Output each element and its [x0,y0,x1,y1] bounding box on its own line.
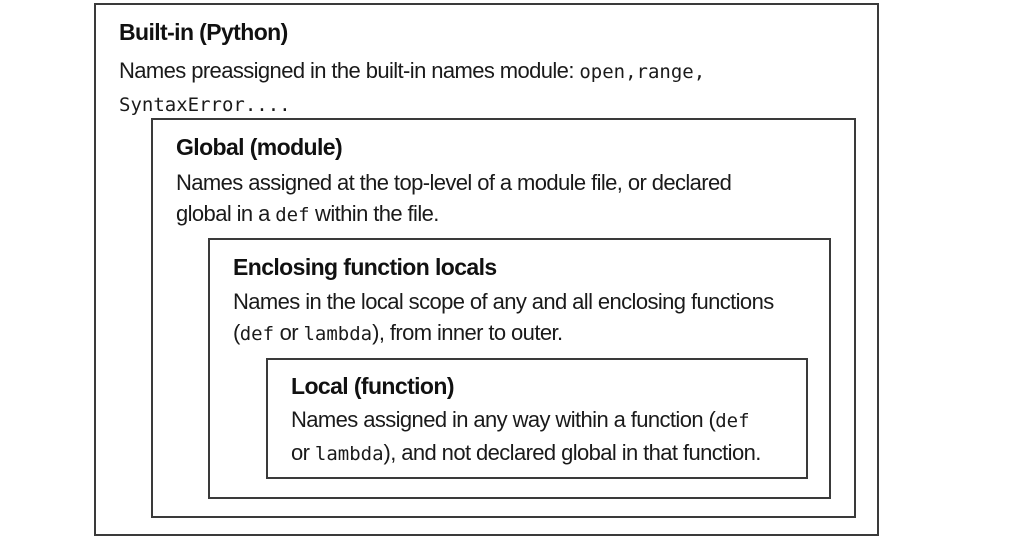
enclosing-scope-box [208,238,831,499]
local-desc-text: Names assigned in any way within a function ( [291,407,716,432]
global-desc-pre: global in a [176,201,276,226]
builtin-examples-code: open,range, [579,61,706,83]
enclosing-paren-open: ( [233,320,240,345]
builtin-scope-description [119,55,705,121]
lambda-keyword-code: lambda [314,443,384,465]
enclosing-scope-description [233,286,774,350]
local-desc-line-2 [291,437,761,470]
local-desc-pre: or [291,440,315,465]
local-scope-title: Local (function) [291,373,454,399]
builtin-scope-box [94,3,879,536]
builtin-desc-line-2 [119,88,705,121]
global-scope-box [151,118,856,518]
def-keyword-code: def [239,323,275,345]
def-keyword-code: def [715,410,750,432]
enclosing-desc-line-1: Names in the local scope of any and all enclosing functions [233,289,774,314]
local-scope-box [266,358,808,479]
global-desc-line-1: Names assigned at the top-level of a module file, or declared [176,170,732,195]
global-scope-title: Global (module) [176,134,343,160]
builtin-syntaxerror-code: SyntaxError.... [119,94,291,116]
def-keyword-code: def [275,204,310,226]
builtin-desc-line-1 [119,55,705,88]
global-desc-line-2 [176,198,731,231]
enclosing-scope-title: Enclosing function locals [233,254,497,280]
enclosing-desc-mid: or [274,320,304,345]
builtin-scope-title: Built-in (Python) [119,19,288,45]
builtin-desc-text: Names preassigned in the built-in names module: [119,58,580,83]
global-scope-description [176,167,731,231]
local-scope-description [291,404,761,470]
lambda-keyword-code: lambda [303,323,373,345]
enclosing-desc-line-2 [233,317,774,350]
local-desc-line-1 [291,404,761,437]
enclosing-desc-post: ), from inner to outer. [372,320,563,345]
local-desc-post: ), and not declared global in that function. [383,440,761,465]
global-desc-post: within the file. [309,201,439,226]
